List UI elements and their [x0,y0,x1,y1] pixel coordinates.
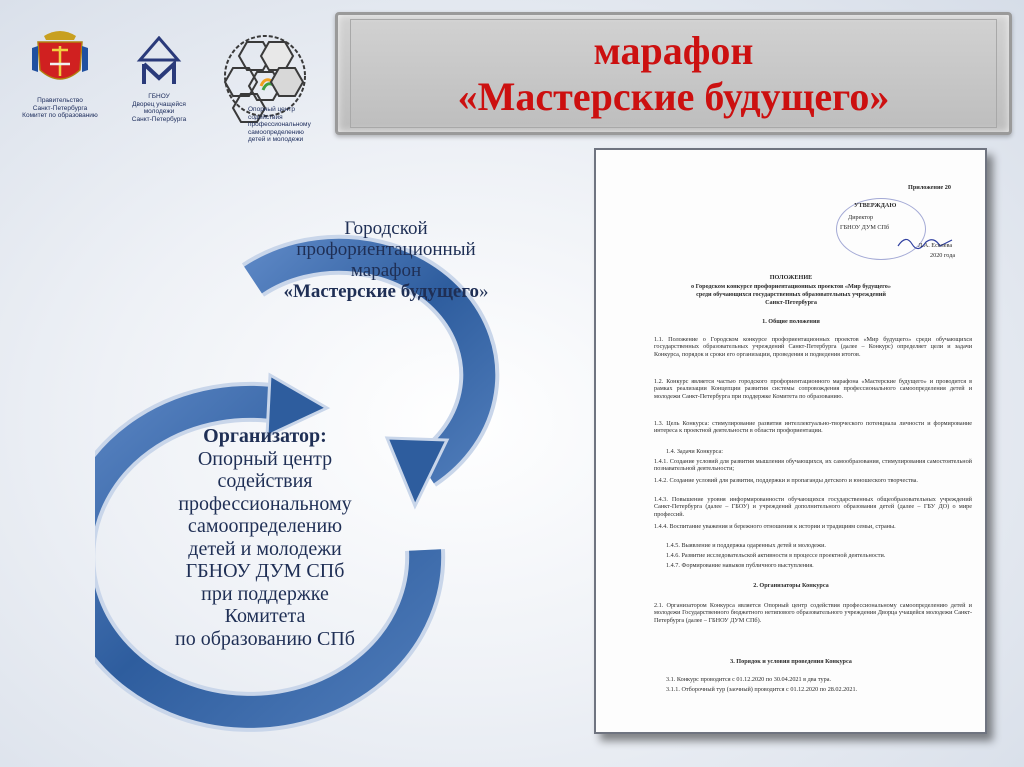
doc-paragraph: 1.4. Задачи Конкурса: [666,448,723,455]
doc-heading-line: о Городском конкурсе профориентационных проектов «Мир будущего» [691,283,891,290]
coat-of-arms-icon [30,26,90,92]
title-banner [335,12,1012,135]
doc-paragraph: 1.4.6. Развитие исследовательской активности в процессе проектной деятельности. [666,552,886,559]
marathon-description [250,218,522,302]
doc-approve: УТВЕРЖДАЮ [854,202,897,209]
support-center-logo [204,28,326,143]
text-line: Городской [344,218,428,239]
text-line: Комитета [224,605,306,627]
caption-line: самоопределению [248,128,304,136]
doc-heading-line: Санкт-Петербурга [765,299,817,306]
text-line: детей и молодежи [188,537,342,560]
coat-of-arms-logo [22,26,98,120]
doc-paragraph: 1.3. Цель Конкурса: стимулирование развития интеллектуально-творческого потенциала личности и формирование интереса к проектной деятельности в области профориентации. [654,420,972,435]
text-line: марафон [350,260,422,281]
caption-line: ГБНОУ [148,93,170,100]
page-title-line2: «Мастерские будущего» [457,74,890,119]
doc-paragraph: 1.4.7. Формирование навыков публичного выступления. [666,562,814,569]
doc-section-title: 3. Порядок и условия проведения Конкурса [730,658,852,665]
text-line [250,281,522,302]
quote-close: » [479,281,489,302]
text-line: профессиональному [178,492,352,515]
caption-line: Правительство [37,97,83,104]
caption-line: Опорный центр содействия [248,106,295,121]
page-title-line1: марафон [593,28,754,73]
caption-line: Комитет по образованию [22,112,98,119]
gbnou-logo [116,36,202,123]
organizer-description [150,425,380,650]
caption-line: Санкт-Петербурга [131,115,187,123]
doc-heading: ПОЛОЖЕНИЕ [769,274,813,281]
doc-paragraph: 3.1. Конкурс проводится с 01.12.2020 по 30.04.2021 в два тура. [666,676,832,683]
doc-signer: Л.А. Еселева [918,242,953,249]
doc-section-title: 2. Организаторы Конкурса [753,582,829,589]
gbnou-caption [116,93,202,123]
support-center-caption [248,106,328,144]
header-logos [8,22,328,143]
doc-paragraph: 3.1.1. Отборочный тур (заочный) проводится с 01.12.2020 по 28.02.2021. [666,686,858,693]
regulation-document [594,148,987,734]
doc-paragraph: 2.1. Организатором Конкурса является Опорный центр содействия профессиональному самоопределению детей и молодежи Государственного бюджетного нетипового образовательного учреждения Дворца учащейся молодежи Санкт-Петербурга (далее – ГБНОУ ДУМ СПб). [654,602,972,624]
doc-heading-line: среди обучающихся государственных образовательных учреждений [696,291,886,298]
organizer-heading: Организатор: [203,425,327,447]
doc-paragraph: 1.2. Конкурс является частью городского профориентационного марафона «Мастерские будущего» и проводится в рамках реализации Концепции развития системы сопровождения профессионального самоопределения детей и молодежи Санкт-Петербурга при поддержке Комитета по образованию. [654,378,972,400]
doc-appendix: Приложение 20 [908,184,951,191]
doc-paragraph: 1.4.4. Воспитание уважения и бережного отношения к истории и традициям семьи, страны. [654,523,896,530]
doc-director: Директор [848,214,874,221]
text-line: ГБНОУ ДУМ СПб [185,560,345,582]
text-line: самоопределению [187,515,343,537]
doc-org: ГБНОУ ДУМ СПб [840,224,890,231]
text-line: профориентационный [296,239,476,260]
doc-paragraph: 1.4.3. Повышение уровня информированности обучающихся государственных общеобразовательных учреждений Санкт-Петербурга (далее – ГБОУ) и учреждений дополнительного образования детей (далее – ГБУ ДО) о мире профессий. [654,496,972,518]
doc-date: 2020 года [930,252,956,259]
caption-line: профессиональному [248,121,311,128]
caption-line: Дворец учащейся молодежи [132,100,186,115]
caption-line: детей и молодежи [248,136,304,143]
doc-paragraph: 1.4.1. Создание условий для развития мышления обучающихся, их самообразования, стимулирования самостоятельной познавательной деятельности; [654,458,972,473]
text-line: Опорный центр [197,447,333,470]
text-line: при поддержке [201,582,329,605]
marathon-name: «Мастерские будущего [283,281,480,302]
doc-section-title: 1. Общие положения [762,318,820,325]
text-line: содействия [217,470,313,492]
doc-paragraph: 1.1. Положение о Городском конкурсе профориентационных проектов «Мир будущего» среди обучающихся государственных образовательных учреждений Санкт-Петербурга (далее – Конкурс) определяет цели и задачи Конкурса, порядок и сроки его организации, проведения и подведения итогов. [654,336,972,358]
coat-of-arms-caption [22,97,98,120]
doc-paragraph: 1.4.2. Создание условий для развития, поддержки и пропаганды детского и юношеского творчества. [654,477,918,484]
doc-paragraph: 1.4.5. Выявление и поддержка одаренных детей и молодежи. [666,542,826,549]
gbnou-emblem-icon [136,36,182,88]
caption-line: Санкт-Петербурга [32,104,88,112]
text-line: по образованию СПб [175,627,355,650]
